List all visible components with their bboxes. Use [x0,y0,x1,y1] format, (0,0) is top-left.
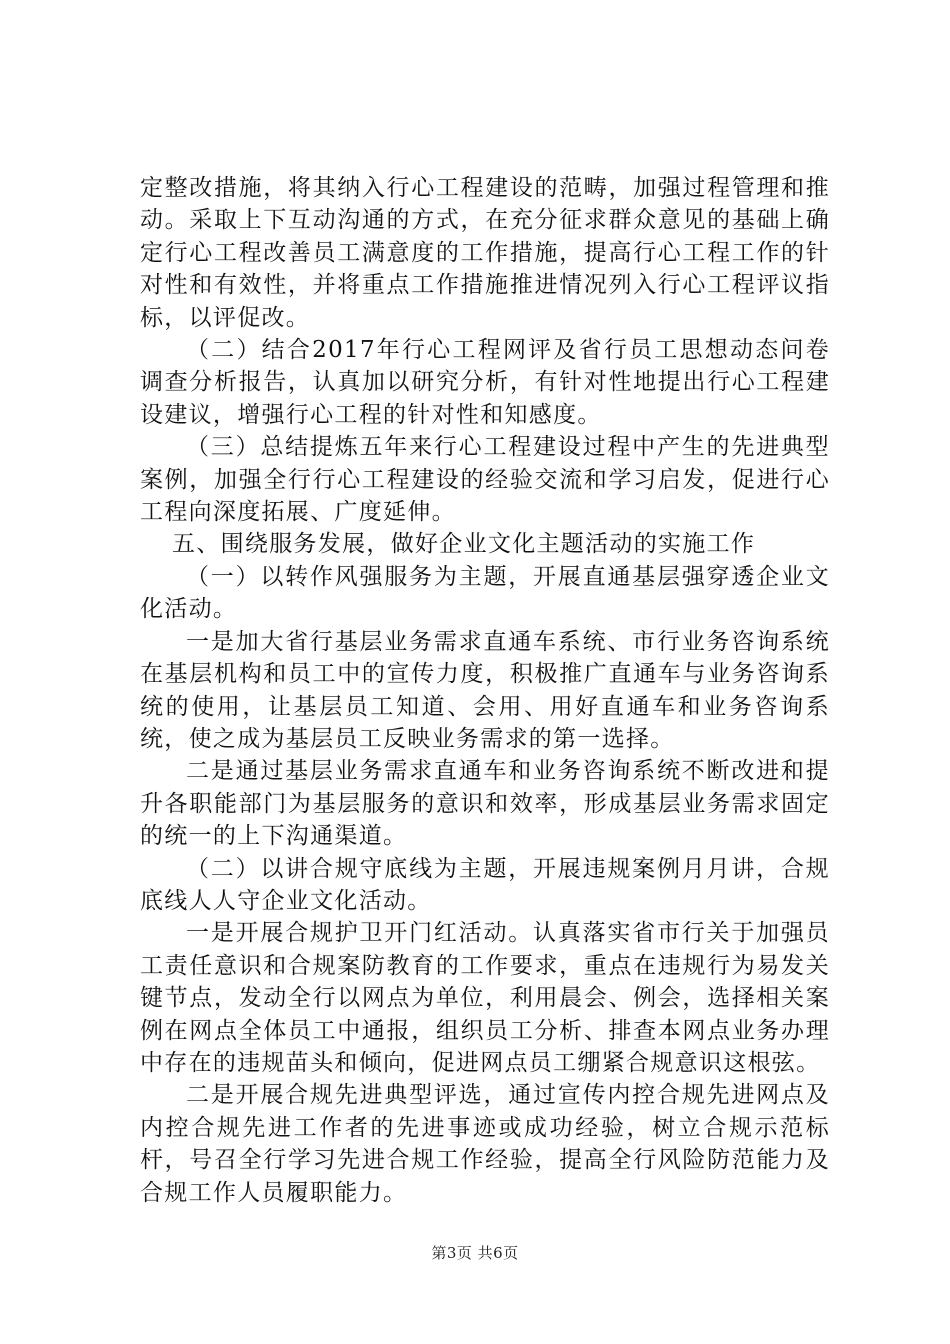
paragraph-point-4: 二是开展合规先进典型评选，通过宣传内控合规先进网点及内控合规先进工作者的先进事迹或成功经验，树立合规示范标杆，号召全行学习先进合规工作经验，提高全行风险防范能力及合规工作人员履职能力。 [140,1082,830,1206]
paragraph-subsection-2: （二）以讲合规守底线为主题，开展违规案例月月讲，合规底线人人守企业文化活动。 [140,855,830,914]
paragraph-point-1: 一是加大省行基层业务需求直通车系统、市行业务咨询系统在基层机构和员工中的宣传力度，积极推广直通车与业务咨询系统的使用，让基层员工知道、会用、用好直通车和业务咨询系统，使之成为基层员工反映业务需求的第一选择。 [140,628,830,752]
document-body [140,172,830,1209]
paragraph-point-3: 一是开展合规护卫开门红活动。认真落实省市行关于加强员工责任意识和合规案防教育的工作要求，重点在违规行为易发关键节点，发动全行以网点为单位，利用晨会、例会，选择相关案例在网点全体员工中通报，组织员工分析、排查本网点业务办理中存在的违规苗头和倾向，促进网点员工绷紧合规意识这根弦。 [140,920,830,1076]
paragraph-item-2: （二）结合2017年行心工程网评及省行员工思想动态问卷调查分析报告，认真加以研究分析，有针对性地提出行心工程建设建议，增强行心工程的针对性和知感度。 [140,337,830,428]
paragraph-item-3: （三）总结提炼五年来行心工程建设过程中产生的先进典型案例，加强全行行心工程建设的经验交流和学习启发，促进行心工程向深度拓展、广度延伸。 [140,434,830,526]
paragraph-subsection-1: （一）以转作风强服务为主题，开展直通基层强穿透企业文化活动。 [140,563,830,623]
page-footer: 第3页 共6页 [431,1244,519,1262]
paragraph-point-2: 二是通过基层业务需求直通车和业务咨询系统不断改进和提升各职能部门为基层服务的意识和效率，形成基层业务需求固定的统一的上下沟通渠道。 [140,758,830,850]
paragraph-continuation: 定整改措施，将其纳入行心工程建设的范畴，加强过程管理和推动。采取上下互动沟通的方式，在充分征求群众意见的基础上确定行心工程改善员工满意度的工作措施，提高行心工程工作的针对性和有效性，并将重点工作措施推进情况列入行心工程评议指标，以评促改。 [140,175,830,331]
section-heading-5: 五、围绕服务发展，做好企业文化主题活动的实施工作 [172,531,756,558]
